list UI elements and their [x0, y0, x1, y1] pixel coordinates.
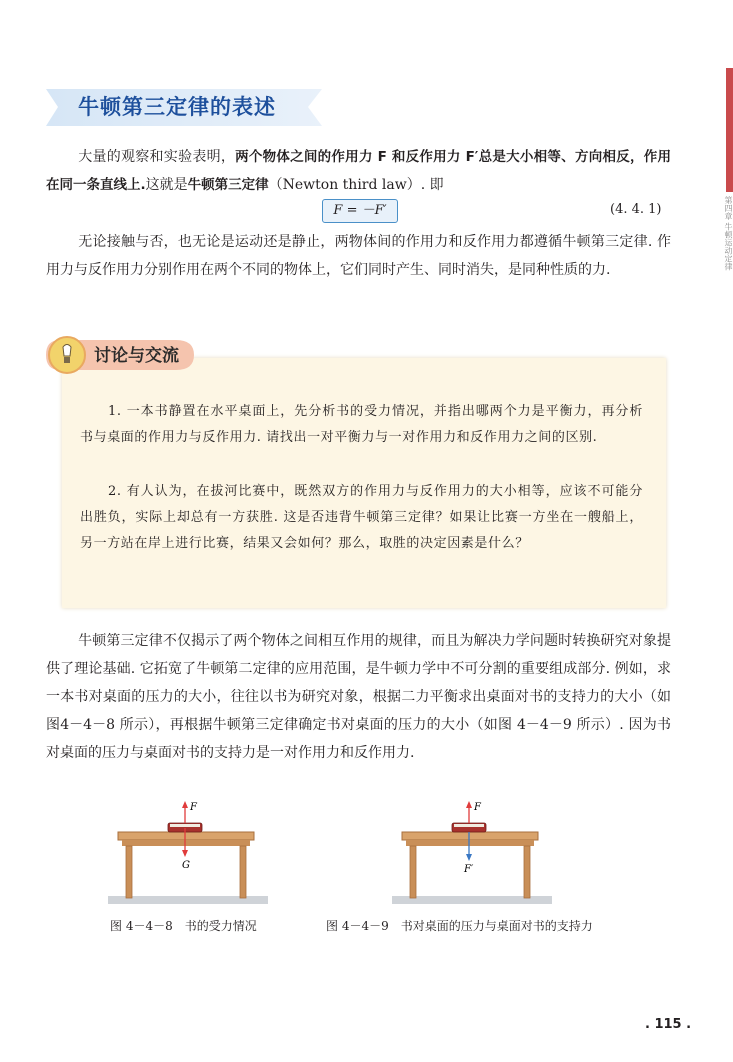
table-top	[118, 832, 254, 840]
discussion-item-1-text: 1. 一本书静置在水平桌面上，先分析书的受力情况，并指出哪两个力是平衡力，再分析书与桌面的作用力与反作用力. 请找出一对平衡力与一对作用力和反作用力之间的区别.	[80, 404, 643, 445]
discussion-item-1	[80, 399, 643, 451]
figure-caption-2: 图 4－4－9 书对桌面的压力与桌面对书的支持力	[326, 919, 593, 933]
intro-lead: 大量的观察和实验表明，	[78, 149, 236, 165]
force-label-bottom: G	[182, 860, 190, 871]
figure-book-table-forces	[392, 796, 552, 908]
table-leg	[126, 846, 132, 898]
table-leg	[240, 846, 246, 898]
intro-paragraph	[46, 143, 671, 199]
equation-number: (4. 4. 1)	[610, 202, 662, 217]
section-title: 牛顿第三定律的表述	[78, 95, 276, 119]
table-leg	[524, 846, 530, 898]
figure-caption-1: 图 4－4－8 书的受力情况	[110, 919, 257, 933]
paragraph-2-text: 无论接触与否，也无论是运动还是静止，两物体间的作用力和反作用力都遵循牛顿第三定律. 作用力与反作用力分别作用在两个不同的物体上，它们同时产生、同时消失，是同种性质的力.	[46, 234, 671, 278]
chapter-side-label: 第四章 牛顿运动定律	[724, 196, 733, 271]
force-label-top: F	[190, 802, 197, 813]
discussion-title: 讨论与交流	[94, 346, 179, 366]
paragraph-3-text: 牛顿第三定律不仅揭示了两个物体之间相互作用的规律，而且为解决力学问题时转换研究对象提供了理论基础. 它拓宽了牛顿第二定律的应用范围，是牛顿力学中不可分割的重要组成部分. 例如，求一本书对桌面的压力的大小，往往以书为研究对象，根据二力平衡求出桌面对书的支持力的大小（如图4－4－8 所示），再根据牛顿第三定律确定书对桌面的压力的大小（如图 4－4－9 所示）. 因为书对桌面的压力与桌面对书的支持力是一对作用力和反作用力.	[46, 633, 671, 761]
table-leg	[410, 846, 416, 898]
discussion-item-2	[80, 479, 643, 557]
paragraph-2	[46, 228, 671, 284]
chapter-tab	[726, 68, 733, 192]
equation-box: F = －F′	[322, 199, 398, 223]
intro-mid: 这就是	[145, 177, 188, 193]
page-number: . 115 .	[645, 1017, 692, 1032]
paragraph-3	[46, 627, 671, 767]
intro-law-name: 牛顿第三定律	[187, 177, 269, 193]
table-top	[402, 832, 538, 840]
intro-tail: （Newton third law）. 即	[268, 177, 444, 193]
intro-law-statement: 两个物体之间的作用力 F 和反作用力 F′总是大小相等、方向相反，作用在同一条直线上.	[46, 149, 671, 193]
discussion-item-2-text: 2. 有人认为，在拔河比赛中，既然双方的作用力与反作用力的大小相等，应该不可能分出胜负，实际上却总有一方获胜. 这是否违背牛顿第三定律？如果让比赛一方坐在一艘船上，另一方站在岸上进行比赛，结果又会如何？那么，取胜的决定因素是什么？	[80, 484, 643, 551]
force-label-top: F	[474, 802, 481, 813]
figure-book-forces	[108, 796, 268, 908]
force-label-bottom: F′	[464, 864, 474, 875]
section-heading	[46, 89, 322, 126]
